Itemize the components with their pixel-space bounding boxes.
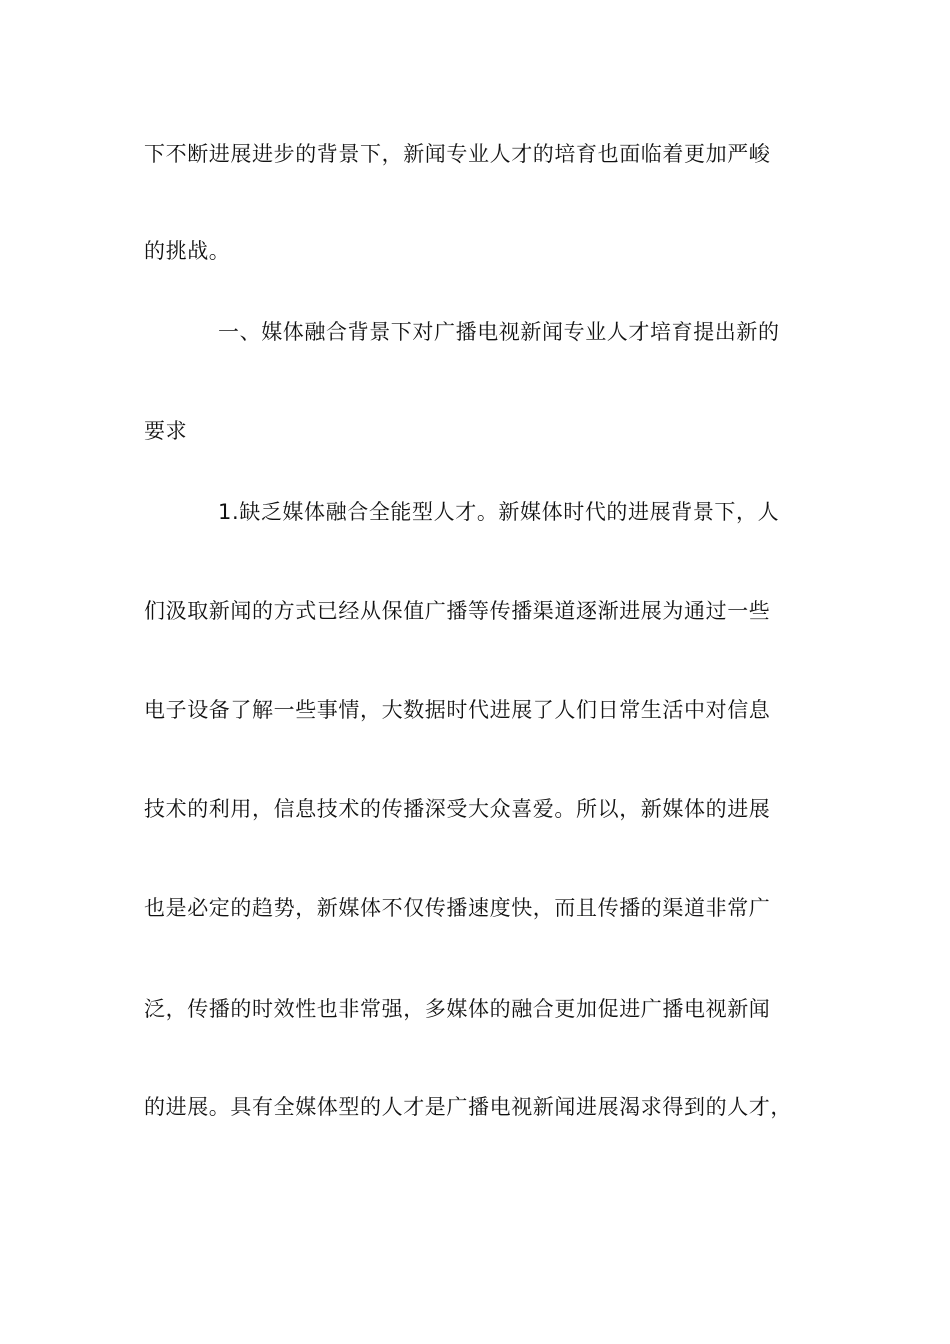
- paragraph-line: 们汲取新闻的方式已经从保值广播等传播渠道逐渐进展为通过一些: [144, 599, 771, 623]
- paragraph-line: 技术的利用，信息技术的传播深受大众喜爱。所以，新媒体的进展: [144, 797, 771, 821]
- paragraph-line: 的进展。具有全媒体型的人才是广播电视新闻进展渴求得到的人才，: [144, 1095, 792, 1119]
- paragraph-line: 也是必定的趋势，新媒体不仅传播速度快，而且传播的渠道非常广: [144, 896, 771, 920]
- section-heading-line: 一、媒体融合背景下对广播电视新闻专业人才培育提出新的: [218, 320, 780, 344]
- paragraph-line: 的挑战。: [144, 239, 231, 263]
- section-heading-line: 要求: [144, 419, 188, 443]
- paragraph-line: 电子设备了解一些事情，大数据时代进展了人们日常生活中对信息: [144, 698, 771, 722]
- paragraph-line: 1.缺乏媒体融合全能型人才。新媒体时代的进展背景下，人: [218, 500, 780, 524]
- paragraph-line: 下不断进展进步的背景下，新闻专业人才的培育也面临着更加严峻: [144, 142, 771, 166]
- paragraph-line: 泛，传播的时效性也非常强，多媒体的融合更加促进广播电视新闻: [144, 997, 771, 1021]
